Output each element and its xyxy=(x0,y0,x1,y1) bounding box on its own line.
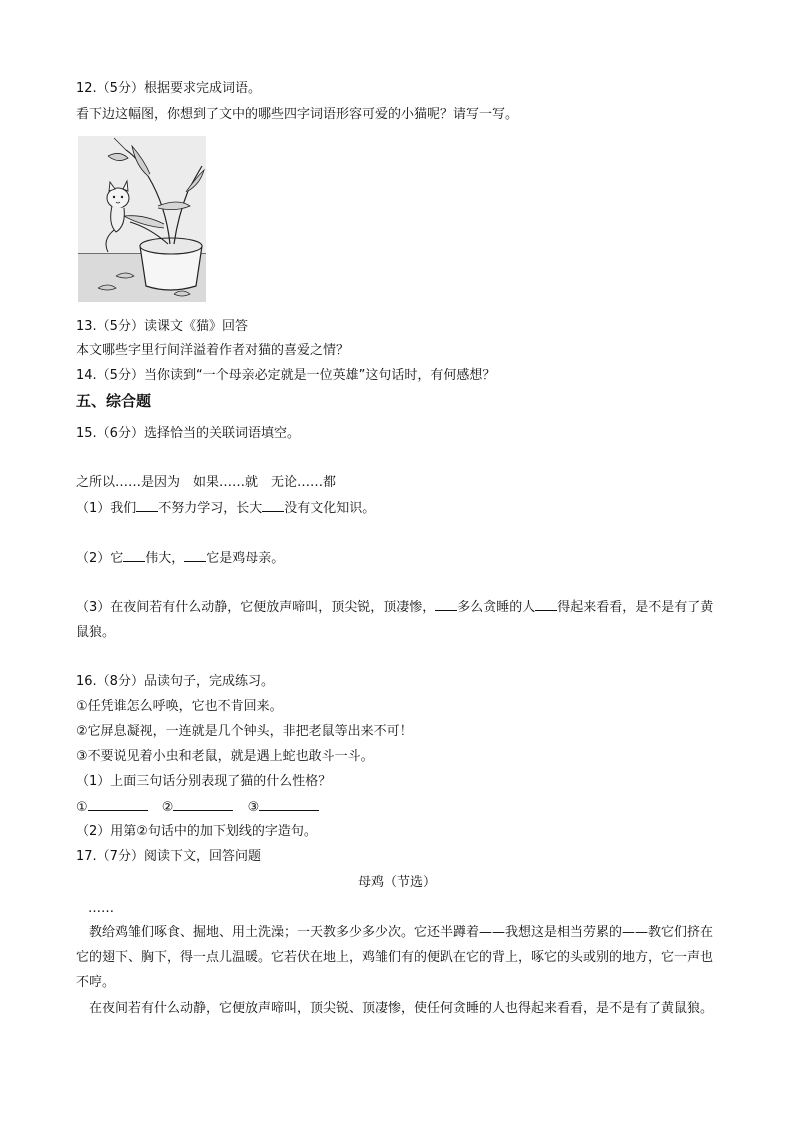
q15-sentence-1 xyxy=(76,499,375,518)
q15-s2-part-b: 伟大， xyxy=(145,551,185,566)
q16-sentence-1: ①任凭谁怎么呼唤，它也不肯回来。 xyxy=(76,699,283,714)
q16-subquestion-1: （1）上面三句话分别表现了猫的什么性格？ xyxy=(76,774,332,789)
q13-question: 本文哪些字里行间洋溢着作者对猫的喜爱之情？ xyxy=(76,343,350,358)
answer-blank[interactable] xyxy=(88,798,148,811)
fill-blank[interactable] xyxy=(435,598,457,611)
q13-title: 13.（5分）读课文《猫》回答 xyxy=(76,319,248,334)
fill-blank[interactable] xyxy=(535,598,557,611)
q15-title: 15.（6分）选择恰当的关联词语填空。 xyxy=(76,426,300,441)
fill-blank[interactable] xyxy=(123,549,145,562)
answer-marker-3: ③ xyxy=(247,800,260,815)
q16-sentence-2: ②它屏息凝视，一连就是几个钟头，非把老鼠等出来不可！ xyxy=(76,724,413,739)
passage-ellipsis: …… xyxy=(88,901,114,916)
q12-prompt: 看下边这幅图，你想到了文中的哪些四字词语形容可爱的小猫呢？请写一写。 xyxy=(76,107,519,122)
section-heading: 五、综合题 xyxy=(76,392,152,410)
q15-s1-part-a: （1）我们 xyxy=(76,501,137,516)
q15-s3-part-b: 多么贪睡的人 xyxy=(457,600,536,615)
q14-title: 14.（5分）当你读到“一个母亲必定就是一位英雄”这句话时，有何感想？ xyxy=(76,368,496,383)
q15-s3-part-c: 得起来看看，是不是有了黄鼠狼。 xyxy=(76,600,714,640)
answer-marker-2: ② xyxy=(161,800,174,815)
answer-marker-1: ① xyxy=(76,800,88,815)
q16-answer-lines xyxy=(76,798,329,817)
cat-plant-drawing xyxy=(78,136,206,302)
q15-sentence-3 xyxy=(76,595,724,645)
q15-s3-part-a: （3）在夜间若有什么动静，它便放声啼叫，顶尖锐，顶凄惨， xyxy=(76,600,436,615)
cat-plant-illustration xyxy=(78,136,206,302)
fill-blank[interactable] xyxy=(262,499,284,512)
q15-s1-part-b: 不努力学习，长大 xyxy=(158,501,263,516)
passage-paragraph-2: 在夜间若有什么动静，它便放声啼叫，顶尖锐、顶凄惨，使任何贪睡的人也得起来看看，是不是有了黄鼠狼。 xyxy=(76,1001,714,1016)
passage-paragraph-1: 教给鸡雏们啄食、掘地、用土洗澡；一天教多少多少次。它还半蹲着——我想这是相当劳累的——教它们挤在它的翅下、胸下，得一点儿温暖。它若伏在地上，鸡雏们有的便趴在它的背上，啄它的头或别的地方，它一声也不哼。 xyxy=(76,925,714,990)
q15-options: 之所以……是因为 如果……就 无论……都 xyxy=(76,475,337,490)
fill-blank[interactable] xyxy=(136,499,158,512)
q12-title: 12.（5分）根据要求完成词语。 xyxy=(76,81,261,96)
answer-blank[interactable] xyxy=(259,798,319,811)
q15-s1-part-c: 没有文化知识。 xyxy=(284,501,376,516)
q16-sentence-3: ③不要说见着小虫和老鼠，就是遇上蛇也敢斗一斗。 xyxy=(76,749,374,764)
q17-title: 17.（7分）阅读下文，回答问题 xyxy=(76,849,261,864)
q16-subquestion-2: （2）用第②句话中的加下划线的字造句。 xyxy=(76,824,317,839)
q16-title: 16.（8分）品读句子，完成练习。 xyxy=(76,674,274,689)
q15-s2-part-a: （2）它 xyxy=(76,551,124,566)
q15-s2-part-c: 它是鸡母亲。 xyxy=(206,551,285,566)
q15-sentence-2 xyxy=(76,549,284,568)
passage-title: 母鸡（节选） xyxy=(357,875,436,890)
answer-blank[interactable] xyxy=(173,798,233,811)
fill-blank[interactable] xyxy=(184,549,206,562)
